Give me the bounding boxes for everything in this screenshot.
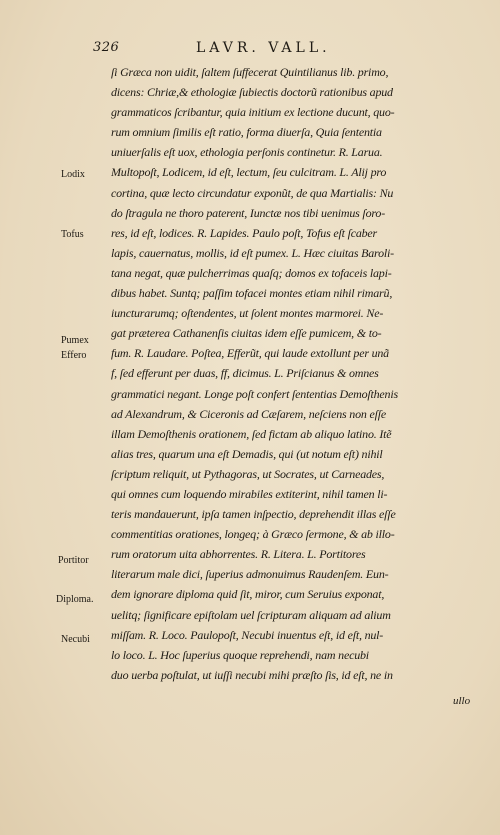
running-title: LAVR. VALL. xyxy=(196,40,331,56)
text-line: uniuerſalis eſt uox, ethologia perſonis continetur. R. Larua. xyxy=(111,145,383,160)
text-line: uelitq; ſignificare epiſtolam uel ſcripturam aliquam ad alium xyxy=(111,607,391,622)
text-line: gat præterea Cathanenſis ciuitas idem eſſe pumicem, & to- xyxy=(111,326,382,341)
text-line: rum omnium ſimilis eſt ratio, forma diuerſa, Quia ſententia xyxy=(111,125,382,140)
margin-note-diploma: Diploma. xyxy=(56,594,94,605)
text-line: iuncturarumq; oſtendentes, ut ſolent montes marmorei. Ne- xyxy=(111,306,384,321)
page-number: 326 xyxy=(93,40,120,55)
text-line: tana negat, quæ pulcherrimas quaſq; domos ex tofaceis lapi- xyxy=(111,265,392,280)
text-line: miſſam. R. Loco. Paulopoſt, Necubi inuentus eſt, id eſt, nul- xyxy=(111,627,384,642)
text-line: rum oratorum uita abhorrentes. R. Litera. L. Portitores xyxy=(111,547,366,562)
text-line: commentitias orationes, longeq; à Græco ſermone, & ab illo- xyxy=(111,527,395,542)
text-line: dicens: Chriæ,& ethologiæ ſubiectis doctorũ rationibus apud xyxy=(111,85,393,100)
margin-note-portitor: Portitor xyxy=(58,555,89,566)
text-line: dem ignorare diploma quid ſit, miror, cum Seruius exponat, xyxy=(111,587,385,602)
text-line: fum. R. Laudare. Poſtea, Efferũt, qui laude extollunt per unã xyxy=(111,346,389,361)
margin-note-necubi: Necubi xyxy=(61,634,90,645)
text-line: Multopoſt, Lodicem, id eſt, lectum, ſeu culcitram. L. Alij pro xyxy=(111,165,387,180)
text-line: grammatici negant. Longe poſt confert ſententias Demoſthenis xyxy=(111,386,398,401)
text-line: teris mandauerunt, ipſa tamen inſpectio, deprehendit illas eſſe xyxy=(111,507,396,522)
text-line: grammaticos ſcribantur, quia initium ex lectione ducunt, quo- xyxy=(111,105,395,120)
text-line: f, ſed efferunt per duas, ff, dicimus. L. Priſcianus & omnes xyxy=(111,366,379,381)
margin-note-tofus: Tofus xyxy=(61,229,84,240)
text-line: literarum male dici, ſuperius admonuimus Raudenſem. Eun- xyxy=(111,567,389,582)
text-line: lo loco. L. Hoc ſuperius quoque reprehendi, nam necubi xyxy=(111,647,369,662)
text-line: ſcriptum reliquit, ut Pythagoras, ut Socrates, ut Carneades, xyxy=(111,466,385,481)
running-head xyxy=(0,40,500,60)
text-line: illam Demoſthenis orationem, ſed fictam ab aliquo latino. Itẽ xyxy=(111,426,392,441)
body-text xyxy=(111,62,473,685)
margin-note-pumex: Pumex xyxy=(61,335,89,346)
text-line: ad Alexandrum, & Ciceronis ad Cæſarem, neſciens non eſſe xyxy=(111,406,386,421)
catchword: ullo xyxy=(453,695,471,707)
margin-note-lodix: Lodix xyxy=(61,169,85,180)
text-line: alias tres, quarum una eſt Demadis, qui (ut notum eſt) nihil xyxy=(111,446,383,461)
margin-note-effero: Effero xyxy=(61,350,87,361)
text-line: cortina, quæ lecto circundatur exponũt, de qua Martialis: Nu xyxy=(111,185,394,200)
text-line: qui omnes cum loquendo mirabiles extiterint, nihil tamen li- xyxy=(111,486,388,501)
text-line: res, id eſt, lodices. R. Lapides. Paulo poſt, Tofus eſt ſcaber xyxy=(111,225,378,240)
text-line: dibus habet. Suntq; paſſim tofacei montes etiam nihil rimarũ, xyxy=(111,286,393,301)
text-line: ſi Græca non uidit, ſaltem ſuffecerat Quintilianus lib. primo, xyxy=(111,65,389,79)
text-line: lapis, cauernatus, mollis, id eſt pumex. L. Hæc ciuitas Baroli- xyxy=(111,245,394,260)
text-line: do ſtragula ne thoro paterent, Iunctæ nos tibi uenimus ſoro- xyxy=(111,205,385,220)
text-line: duo uerba poſtulat, ut iuſſi necubi mihi præſto ſis, id eſt, ne in xyxy=(111,667,393,682)
